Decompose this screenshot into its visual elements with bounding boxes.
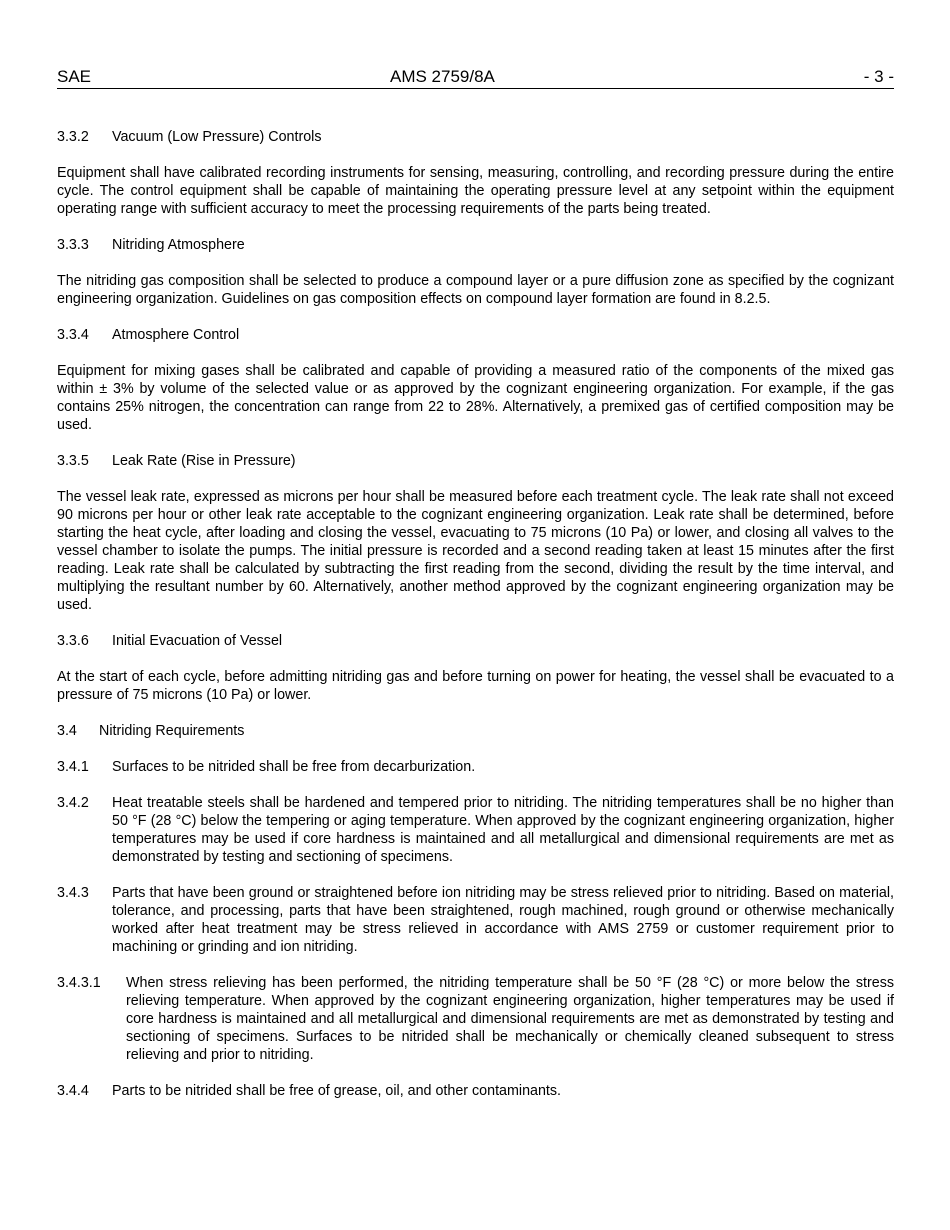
- section-number: 3.4: [57, 723, 77, 739]
- section-heading-3-3-5: [57, 452, 894, 470]
- section-title: Nitriding Atmosphere: [112, 237, 245, 253]
- section-body-3-3-6: At the start of each cycle, before admitting nitriding gas and before turning on power for heating, the vessel shall be evacuated to a pressure of 75 microns (10 Pa) or lower.: [57, 669, 894, 703]
- clause-3-4-3-1: [57, 974, 894, 1064]
- clause-number: 3.4.3: [57, 885, 89, 901]
- document-body: [57, 128, 894, 1118]
- section-number: 3.3.5: [57, 453, 89, 469]
- section-number: 3.3.3: [57, 237, 89, 253]
- section-heading-3-3-3: [57, 236, 894, 254]
- clause-number: 3.4.3.1: [57, 975, 101, 991]
- section-number: 3.3.2: [57, 129, 89, 145]
- clause-text: When stress relieving has been performed, the nitriding temperature shall be 50 °F (28 °C) or more below the stress relieving temperature. When approved by the cognizant engineering organization, higher temperatures may be used if core hardness is maintained and all metallurgical and dimensional requirements are met as demonstrated by testing and sectioning of specimens. Surfaces to be nitrided shall be mechanically or chemically cleaned subsequent to stress relieving and prior to nitriding.: [126, 975, 894, 1063]
- clause-3-4-1: [57, 758, 894, 776]
- section-number: 3.3.6: [57, 633, 89, 649]
- header-org: SAE: [57, 67, 92, 86]
- section-title: Initial Evacuation of Vessel: [112, 633, 283, 649]
- section-title: Vacuum (Low Pressure) Controls: [112, 129, 322, 145]
- header-doc-number: AMS 2759/8A: [390, 67, 495, 86]
- section-title: Atmosphere Control: [112, 327, 240, 343]
- section-body-3-3-3: The nitriding gas composition shall be selected to produce a compound layer or a pure diffusion zone as specified by the cognizant engineering organization. Guidelines on gas composition effects on compound layer formation are found in 8.2.5.: [57, 273, 894, 307]
- clause-3-4-3: [57, 884, 894, 956]
- section-heading-3-3-4: [57, 326, 894, 344]
- section-body-3-3-4: Equipment for mixing gases shall be calibrated and capable of providing a measured ratio of the components of the mixed gas within ± 3% by volume of the selected value or as approved by the cognizant engineering organization. For example, if the gas contains 25% nitrogen, the concentration can range from 22 to 28%. Alternatively, a premixed gas of certified composition may be used.: [57, 363, 894, 433]
- section-body-3-3-2: Equipment shall have calibrated recording instruments for sensing, measuring, controlling, and recording pressure during the entire cycle. The control equipment shall be capable of maintaining the operating pressure level at any setpoint within the equipment operating range with sufficient accuracy to meet the processing requirements of the parts being treated.: [57, 165, 894, 217]
- clause-3-4-4: [57, 1082, 894, 1100]
- clause-text: Surfaces to be nitrided shall be free from decarburization.: [112, 759, 476, 775]
- section-heading-3-4: [57, 722, 894, 740]
- clause-number: 3.4.1: [57, 759, 89, 775]
- clause-text: Parts that have been ground or straightened before ion nitriding may be stress relieved prior to nitriding. Based on material, tolerance, and processing, parts that have been straightened, rough machined, rough ground or otherwise mechanically worked after heat treatment may be stress relieved in accordance with AMS 2759 or customer requirement prior to machining or grinding and ion nitriding.: [112, 885, 894, 955]
- clause-text: Heat treatable steels shall be hardened and tempered prior to nitriding. The nitriding temperatures shall be no higher than 50 °F (28 °C) below the tempering or aging temperature. When approved by the cognizant engineering organization, higher temperatures may be used if core hardness is maintained and all metallurgical and dimensional requirements are met as demonstrated by testing and sectioning of specimens.: [112, 795, 894, 865]
- clause-text: Parts to be nitrided shall be free of grease, oil, and other contaminants.: [112, 1083, 562, 1099]
- clause-3-4-2: [57, 794, 894, 866]
- section-heading-3-3-6: [57, 632, 894, 650]
- section-heading-3-3-2: [57, 128, 894, 146]
- page-header: [57, 67, 894, 89]
- section-title: Leak Rate (Rise in Pressure): [112, 453, 296, 469]
- section-title: Nitriding Requirements: [99, 723, 245, 739]
- clause-number: 3.4.4: [57, 1083, 89, 1099]
- section-number: 3.3.4: [57, 327, 89, 343]
- section-body-3-3-5: The vessel leak rate, expressed as microns per hour shall be measured before each treatment cycle. The leak rate shall not exceed 90 microns per hour or other leak rate acceptable to the cognizant engineering organization. Leak rate shall be determined, before starting the heat cycle, after loading and closing the vessel, evacuating to 75 microns (10 Pa) or lower, and closing all valves to the vessel chamber to isolate the pumps. The initial pressure is recorded and a second reading taken at least 15 minutes after the first reading. Leak rate shall be calculated by subtracting the first reading from the second, dividing the result by the time interval, and multiplying the resultant number by 60. Alternatively, another method approved by the cognizant engineering organization may be used.: [57, 489, 894, 613]
- header-page-number: - 3 -: [863, 67, 894, 86]
- clause-number: 3.4.2: [57, 795, 89, 811]
